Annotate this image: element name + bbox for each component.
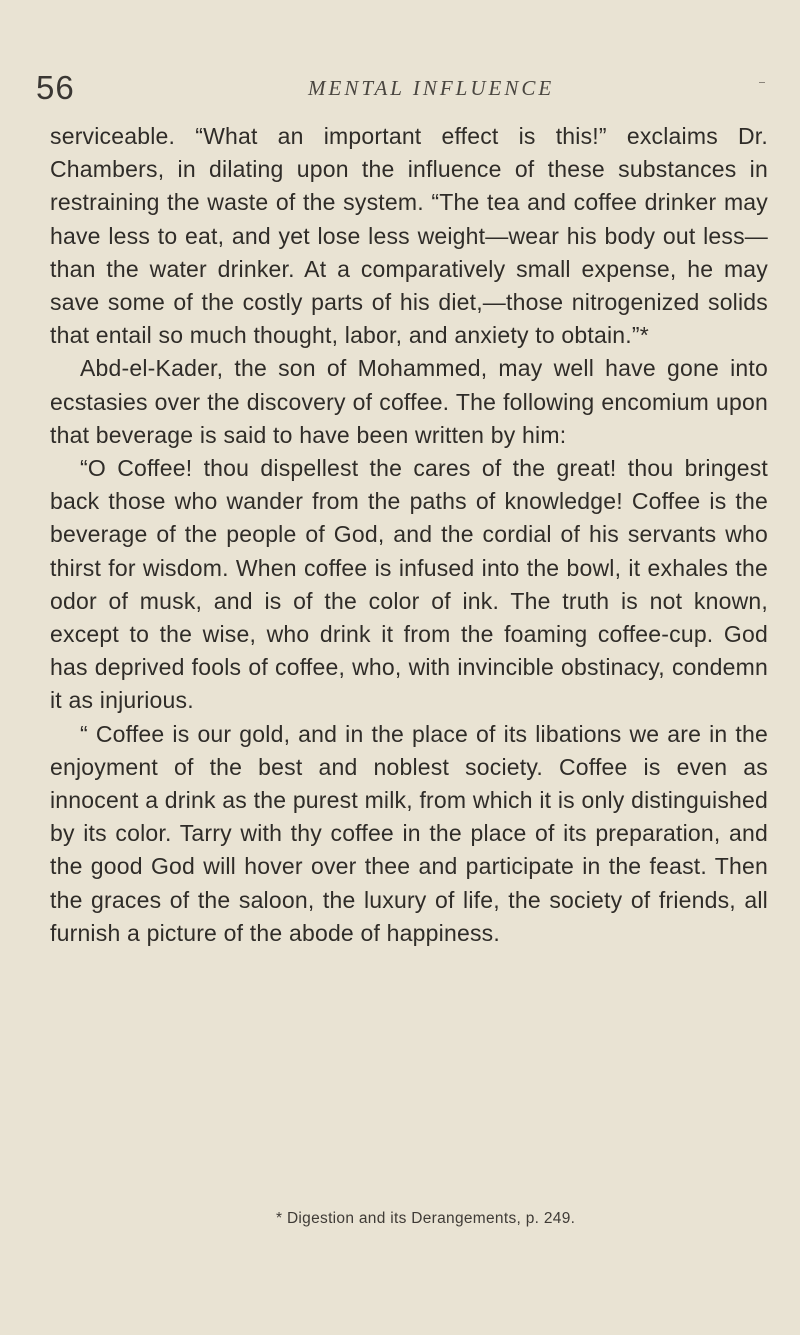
page-number: 56: [36, 69, 75, 106]
running-title: MENTAL INFLUENCE: [308, 76, 555, 100]
head-mark: [759, 82, 765, 83]
running-head: [36, 68, 776, 108]
paragraph-3: “O Coffee! thou dispellest the cares of the great! thou bringest back those who wander from the paths of knowledge! Coffee is the beverage of the people of God, and the cordial of his servants who thirst for wisdom. When coffee is infused into the bowl, it exhales the odor of musk, and is of the color of ink. The truth is not known, except to the wise, who drink it from the foaming coffee-cup. God has deprived fools of coffee, who, with invincible obstinacy, condemn it as injurious.: [50, 455, 768, 714]
paragraph-4: “ Coffee is our gold, and in the place of its libations we are in the enjoyment of the best and noblest society. Coffee is even as innocent a drink as the purest milk, from which it is only distinguished by its color. Tarry with thy coffee in the place of its preparation, and the good God will hover over thee and participate in the feast. Then the graces of the saloon, the luxury of life, the society of friends, all furnish a picture of the abode of happiness.: [50, 720, 768, 946]
paragraph-2: Abd-el-Kader, the son of Mohammed, may well have gone into ecstasies over the discovery of coffee. The following encomium upon that beverage is said to have been written by him:: [50, 355, 768, 448]
footnote: * Digestion and its Derangements, p. 249.: [276, 1210, 576, 1227]
body-text: [50, 120, 768, 950]
paragraph-1: serviceable. “What an important effect is this!” exclaims Dr. Chambers, in dilating upon the influence of these substances in restraining the waste of the system. “The tea and coffee drinker may have less to eat, and yet lose less weight—wear his body out less—than the water drinker. At a comparatively small expense, he may save some of the costly parts of his diet,—those nitrogenized solids that entail so much thought, labor, and anxiety to obtain.”*: [50, 123, 768, 349]
